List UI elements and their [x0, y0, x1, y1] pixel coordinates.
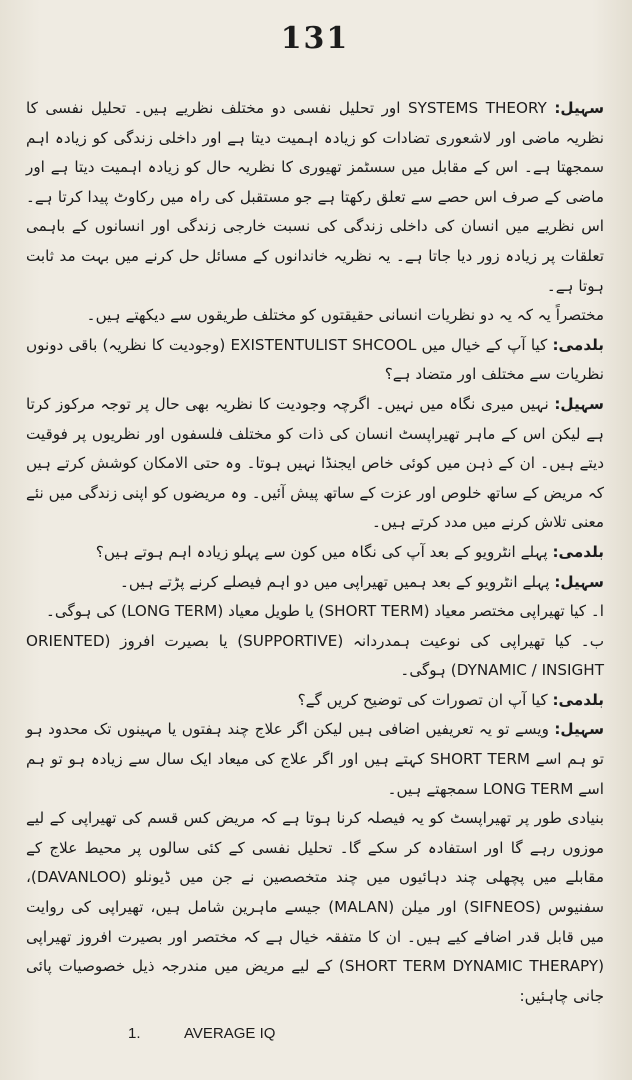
- speaker-label: بلدمی:: [552, 335, 605, 354]
- paragraph: [26, 804, 604, 1011]
- speaker-label: بلدمی:: [552, 690, 604, 709]
- paragraph: [26, 627, 604, 686]
- paragraph: [26, 715, 604, 804]
- paragraph: [26, 390, 604, 538]
- speaker-label: بلدمی:: [552, 542, 604, 561]
- paragraph-text: کیا آپ ان تصورات کی توضیح کریں گے؟: [297, 690, 548, 709]
- speaker-label: سہیل:: [554, 99, 605, 117]
- paragraph: [26, 331, 604, 390]
- paragraph-text: پہلے انٹرویو کے بعد آپ کی نگاہ میں کون سے پہلو زیادہ اہم ہوتے ہیں؟: [95, 542, 548, 561]
- paragraph-text: پہلے انٹرویو کے بعد ہمیں تھیراپی میں دو اہم فیصلے کرنے پڑتے ہیں۔: [119, 572, 550, 591]
- list-text: AVERAGE IQ: [184, 1025, 276, 1043]
- list-number: 1.: [128, 1025, 141, 1043]
- speaker-label: سہیل:: [554, 394, 604, 413]
- paragraph-text: مختصراً یہ کہ یہ دو نظریات انسانی حقیقتوں کو مختلف طریقوں سے دیکھتے ہیں۔: [86, 306, 604, 325]
- paragraph-text: SYSTEMS THEORY اور تحلیل نفسی دو مختلف نظریے ہیں۔ تحلیل نفسی کا نظریہ ماضی اور لاشعوری تضادات کو زیادہ اہمیت دیتا ہے اور داخلی زندگی کو زیادہ اہم سمجھتا ہے۔ اس کے مقابل میں سسٹمز تھیوری کا نظریہ حال کو زیادہ اہمیت دیتا ہے اور ماضی کے صرف اس حصے سے تعلق رکھتا ہے جو مستقبل کی راہ میں رکاوٹ پیدا کرتا ہے۔ اس نظریے میں انسان کی داخلی زندگی کی نسبت خارجی زندگی اور انسانوں کے باہمی تعلقات پر زیادہ زور دیا جاتا ہے۔ یہ نظریہ خاندانوں کے مسائل حل کرنے میں بہت مد ثابت ہوتا ہے۔: [26, 99, 604, 295]
- page-number: 131: [280, 21, 350, 56]
- paragraph: [26, 301, 604, 331]
- paragraph: [26, 568, 604, 598]
- speaker-label: سہیل:: [554, 572, 604, 591]
- paragraph-text: ا۔ کیا تھیراپی مختصر معیاد (SHORT TERM) یا طویل معیاد (LONG TERM) کی ہوگی۔: [45, 602, 604, 621]
- paragraph-text: ب۔ کیا تھیراپی کی نوعیت ہمدردانہ (SUPPORTIVE) یا بصیرت افروز (ORIENTED DYNAMIC / INSIGHT) ہوگی۔: [26, 631, 604, 680]
- paragraph: [26, 597, 604, 627]
- paragraph-text: کیا آپ کے خیال میں EXISTENTULIST SHCOOL (وجودیت کا نظریہ) باقی دونوں نظریات سے مختلف اور متضاد ہے؟: [26, 335, 604, 384]
- paragraph-text: بنیادی طور پر تھیراپسٹ کو یہ فیصلہ کرنا ہوتا ہے کہ مریض کس قسم کی تھیراپی کے لیے موزوں رہے گا اور استفادہ کر سکے گا۔ تحلیل نفسی کے کئی سالوں پر محیط علاج کے مقابلے میں پچھلی چند دہائیوں میں چند متخصصین نے جن میں ڈیونلو (DAVANLOO)، سفنیوس (SIFNEOS) اور میلن (MALAN) جیسے ماہرین شامل ہیں، تھیراپی کی روایت میں قابل قدر اضافے کیے ہیں۔ ان کا متفقہ خیال ہے کہ مختصر اور بصیرت افروز تھیراپی (SHORT TERM DYNAMIC THERAPY) کے لیے مریض میں مندرجہ ذیل خصوصیات پائی جانی چاہئیں:: [26, 809, 605, 1005]
- paragraph-text: ویسے تو یہ تعریفیں اضافی ہیں لیکن اگر علاج چند ہفتوں یا مہینوں تک محدود ہو تو ہم اسے SHORT TERM کہتے ہیں اور اگر علاج کی میعاد ایک سال سے زیادہ ہو تو ہم اسے LONG TERM سمجھتے ہیں۔: [26, 720, 604, 798]
- paragraph: [26, 94, 604, 301]
- paragraph: [26, 538, 604, 568]
- paragraph-text: نہیں میری نگاہ میں نہیں۔ اگرچہ وجودیت کا نظریہ بھی حال پر توجہ مرکوز کرتا ہے لیکن اس کے ماہر تھیراپسٹ انسان کی ذات کو مختلف فلسفوں اور نظریوں پر فوقیت دیتے ہیں۔ ان کے ذہن میں کوئی خاص ایجنڈا نہیں ہوتا۔ وہ حتی الامکان کوشش کرتے ہیں کہ مریض کے ساتھ خلوص اور عزت کے ساتھ پیش آئیں۔ وہ مریضوں کو اپنی زندگی میں نئے معنی تلاش کرنے میں مدد کرتے ہیں۔: [26, 394, 604, 532]
- list-item: [26, 1025, 604, 1042]
- paragraph: [26, 686, 604, 716]
- page-body: [26, 94, 604, 1011]
- speaker-label: سہیل:: [554, 720, 605, 739]
